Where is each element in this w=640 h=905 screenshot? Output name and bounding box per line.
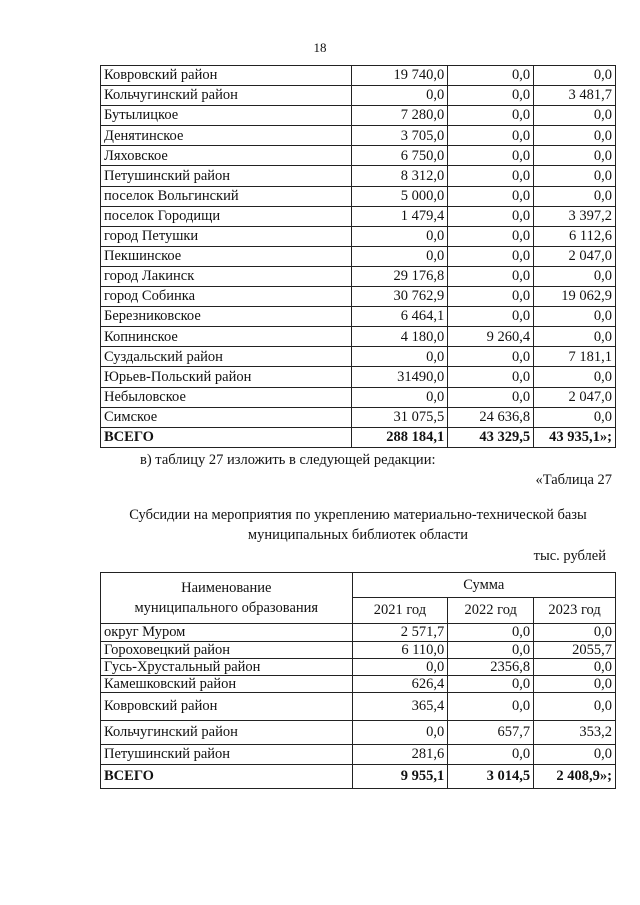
value-2022-cell: 0,0 xyxy=(448,186,534,206)
value-2021-cell: 281,6 xyxy=(352,745,448,765)
table-row xyxy=(101,693,616,721)
header-year-2022: 2022 год xyxy=(448,598,534,624)
value-2022-cell: 0,0 xyxy=(448,106,534,126)
municipality-cell: Кольчугинский район xyxy=(101,86,352,106)
municipality-cell: город Лакинск xyxy=(101,266,352,286)
value-2023-cell: 0,0 xyxy=(534,624,616,642)
table-body xyxy=(101,624,616,789)
instruction-text: в) таблицу 27 изложить в следующей редакции: xyxy=(140,452,436,468)
table-row xyxy=(101,659,616,676)
municipality-cell: Ковровский район xyxy=(101,66,352,86)
value-2023-cell: 2 047,0 xyxy=(534,246,616,266)
page-number: 18 xyxy=(313,40,327,55)
value-2022-cell: 0,0 xyxy=(448,642,534,659)
table-row xyxy=(101,226,616,246)
municipality-cell: Петушинский район xyxy=(101,166,352,186)
value-2022-cell: 0,0 xyxy=(448,745,534,765)
value-2022-cell: 0,0 xyxy=(448,287,534,307)
value-2021-cell: 5 000,0 xyxy=(352,186,448,206)
value-2023-cell: 0,0 xyxy=(534,146,616,166)
value-2022-cell: 0,0 xyxy=(448,624,534,642)
header-name-line-1: Наименование xyxy=(181,580,272,596)
value-2022-cell: 0,0 xyxy=(448,347,534,367)
value-2023-cell: 19 062,9 xyxy=(534,287,616,307)
value-2023-cell: 3 397,2 xyxy=(534,206,616,226)
value-2023-cell: 0,0 xyxy=(534,367,616,387)
header-row xyxy=(101,573,616,598)
header-name-cell xyxy=(101,573,353,624)
table-row xyxy=(101,186,616,206)
value-2021-cell: 19 740,0 xyxy=(352,66,448,86)
table-row xyxy=(101,166,616,186)
value-2022-cell: 0,0 xyxy=(448,367,534,387)
value-2021-cell: 30 762,9 xyxy=(352,287,448,307)
table-row xyxy=(101,624,616,642)
header-year-2021: 2021 год xyxy=(352,598,448,624)
value-2021-cell: 0,0 xyxy=(352,347,448,367)
table-row xyxy=(101,387,616,407)
table-row xyxy=(101,66,616,86)
table-row xyxy=(101,146,616,166)
value-2021-cell: 6 464,1 xyxy=(352,307,448,327)
value-2021-cell: 8 312,0 xyxy=(352,166,448,186)
municipality-cell: Пекшинское xyxy=(101,246,352,266)
table-row xyxy=(101,327,616,347)
value-2022-cell: 0,0 xyxy=(448,86,534,106)
header-year-2023: 2023 год xyxy=(534,598,616,624)
value-2023-cell: 0,0 xyxy=(534,66,616,86)
table-title xyxy=(100,505,616,545)
value-2022-cell: 9 260,4 xyxy=(448,327,534,347)
value-2023-cell: 43 935,1»; xyxy=(534,427,616,447)
municipality-cell: город Петушки xyxy=(101,226,352,246)
municipality-cell: округ Муром xyxy=(101,624,353,642)
value-2023-cell: 0,0 xyxy=(534,166,616,186)
value-2021-cell: 288 184,1 xyxy=(352,427,448,447)
value-2023-cell: 3 481,7 xyxy=(534,86,616,106)
header-sum-cell: Сумма xyxy=(352,573,615,598)
table-row xyxy=(101,206,616,226)
municipality-cell: Копнинское xyxy=(101,327,352,347)
municipality-cell: Камешковский район xyxy=(101,676,353,693)
value-2021-cell: 3 705,0 xyxy=(352,126,448,146)
table-row xyxy=(101,287,616,307)
value-2022-cell: 0,0 xyxy=(448,676,534,693)
value-2021-cell: 4 180,0 xyxy=(352,327,448,347)
municipality-cell: поселок Вольгинский xyxy=(101,186,352,206)
table-row xyxy=(101,246,616,266)
municipality-cell: Кольчугинский район xyxy=(101,721,353,745)
value-2023-cell: 0,0 xyxy=(534,659,616,676)
value-2022-cell: 0,0 xyxy=(448,266,534,286)
value-2022-cell: 0,0 xyxy=(448,226,534,246)
value-2021-cell: 0,0 xyxy=(352,246,448,266)
table-row xyxy=(101,347,616,367)
municipality-cell: Небыловское xyxy=(101,387,352,407)
municipality-cell: Гороховецкий район xyxy=(101,642,353,659)
value-2023-cell: 0,0 xyxy=(534,126,616,146)
value-2021-cell: 0,0 xyxy=(352,721,448,745)
municipality-cell: ВСЕГО xyxy=(101,765,353,789)
value-2022-cell: 43 329,5 xyxy=(448,427,534,447)
subsidies-table-continued xyxy=(100,65,616,448)
table-row xyxy=(101,86,616,106)
value-2022-cell: 0,0 xyxy=(448,206,534,226)
value-2021-cell: 0,0 xyxy=(352,659,448,676)
value-2022-cell: 0,0 xyxy=(448,126,534,146)
municipality-cell: Суздальский район xyxy=(101,347,352,367)
value-2023-cell: 0,0 xyxy=(534,106,616,126)
table-body xyxy=(101,66,616,448)
value-2021-cell: 0,0 xyxy=(352,387,448,407)
value-2023-cell: 2 408,9»; xyxy=(534,765,616,789)
header-name-line-2: муниципального образования xyxy=(134,600,319,616)
municipality-cell: поселок Городищи xyxy=(101,206,352,226)
total-row xyxy=(101,765,616,789)
value-2021-cell: 0,0 xyxy=(352,86,448,106)
value-2023-cell: 6 112,6 xyxy=(534,226,616,246)
table-row xyxy=(101,266,616,286)
municipality-cell: Ляховское xyxy=(101,146,352,166)
library-subsidies-table xyxy=(100,572,616,789)
table-title-line-2: муниципальных библиотек области xyxy=(247,527,469,543)
value-2021-cell: 626,4 xyxy=(352,676,448,693)
value-2023-cell: 0,0 xyxy=(534,745,616,765)
value-2021-cell: 9 955,1 xyxy=(352,765,448,789)
table-row xyxy=(101,407,616,427)
municipality-cell: город Собинка xyxy=(101,287,352,307)
municipality-cell: Ковровский район xyxy=(101,693,353,721)
value-2021-cell: 31490,0 xyxy=(352,367,448,387)
municipality-cell: Петушинский район xyxy=(101,745,353,765)
value-2023-cell: 0,0 xyxy=(534,407,616,427)
value-2022-cell: 657,7 xyxy=(448,721,534,745)
value-2022-cell: 24 636,8 xyxy=(448,407,534,427)
municipality-cell: Гусь-Хрустальный район xyxy=(101,659,353,676)
value-2023-cell: 353,2 xyxy=(534,721,616,745)
value-2022-cell: 0,0 xyxy=(448,66,534,86)
value-2022-cell: 0,0 xyxy=(448,307,534,327)
value-2023-cell: 0,0 xyxy=(534,327,616,347)
municipality-cell: Бутылицкое xyxy=(101,106,352,126)
value-2023-cell: 0,0 xyxy=(534,307,616,327)
value-2021-cell: 6 750,0 xyxy=(352,146,448,166)
value-2023-cell: 0,0 xyxy=(534,266,616,286)
value-2021-cell: 31 075,5 xyxy=(352,407,448,427)
value-2022-cell: 2356,8 xyxy=(448,659,534,676)
table-row xyxy=(101,676,616,693)
table-row xyxy=(101,721,616,745)
value-2022-cell: 0,0 xyxy=(448,387,534,407)
municipality-cell: Денятинское xyxy=(101,126,352,146)
value-2021-cell: 7 280,0 xyxy=(352,106,448,126)
value-2021-cell: 29 176,8 xyxy=(352,266,448,286)
total-row xyxy=(101,427,616,447)
table-row xyxy=(101,307,616,327)
value-2023-cell: 0,0 xyxy=(534,676,616,693)
value-2021-cell: 6 110,0 xyxy=(352,642,448,659)
value-2022-cell: 0,0 xyxy=(448,146,534,166)
municipality-cell: Березниковское xyxy=(101,307,352,327)
value-2023-cell: 0,0 xyxy=(534,693,616,721)
table-title-line-1: Субсидии на мероприятия по укреплению материально-технической базы xyxy=(129,507,587,523)
municipality-cell: ВСЕГО xyxy=(101,427,352,447)
table-row xyxy=(101,642,616,659)
table-row xyxy=(101,106,616,126)
value-2023-cell: 2055,7 xyxy=(534,642,616,659)
value-2022-cell: 0,0 xyxy=(448,246,534,266)
table-row xyxy=(101,745,616,765)
units-label: тыс. рублей xyxy=(533,548,606,564)
table-row xyxy=(101,126,616,146)
value-2023-cell: 0,0 xyxy=(534,186,616,206)
table-label: «Таблица 27 xyxy=(535,472,612,488)
value-2022-cell: 3 014,5 xyxy=(448,765,534,789)
value-2021-cell: 2 571,7 xyxy=(352,624,448,642)
municipality-cell: Симское xyxy=(101,407,352,427)
value-2022-cell: 0,0 xyxy=(448,166,534,186)
value-2021-cell: 365,4 xyxy=(352,693,448,721)
value-2021-cell: 0,0 xyxy=(352,226,448,246)
table-row xyxy=(101,367,616,387)
value-2021-cell: 1 479,4 xyxy=(352,206,448,226)
municipality-cell: Юрьев-Польский район xyxy=(101,367,352,387)
value-2023-cell: 7 181,1 xyxy=(534,347,616,367)
value-2022-cell: 0,0 xyxy=(448,693,534,721)
value-2023-cell: 2 047,0 xyxy=(534,387,616,407)
